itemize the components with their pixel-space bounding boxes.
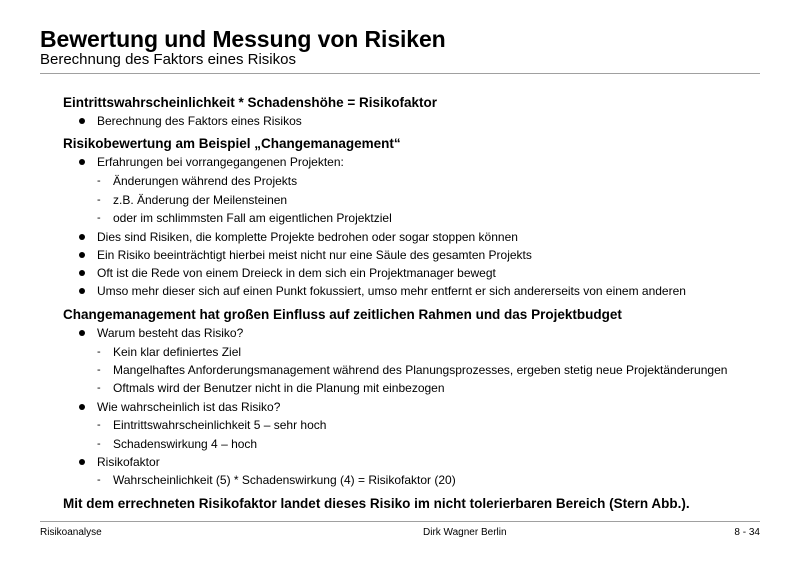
slide-subtitle: Berechnung des Faktors eines Risikos bbox=[40, 51, 296, 68]
heading-risk-formula: Eintrittswahrscheinlichkeit * Schadenshöhe = Risikofaktor bbox=[63, 95, 437, 110]
bullet-icon bbox=[79, 330, 85, 336]
bullet-item: Oft ist die Rede von einem Dreieck in dem sich ein Projektmanager bewegt bbox=[97, 266, 496, 280]
sub-item: Mangelhaftes Anforderungsmanagement während des Planungsprozesses, ergeben stetig neue Projektänderungen bbox=[113, 363, 728, 377]
header-divider bbox=[40, 73, 760, 74]
bullet-icon bbox=[79, 234, 85, 240]
bullet-icon bbox=[79, 270, 85, 276]
sub-item: Wahrscheinlichkeit (5) * Schadenswirkung (4) = Risikofaktor (20) bbox=[113, 473, 456, 487]
dash-icon: - bbox=[97, 474, 101, 486]
sub-item: Eintrittswahrscheinlichkeit 5 – sehr hoch bbox=[113, 418, 327, 432]
dash-icon: - bbox=[97, 194, 101, 206]
heading-risk-evaluation: Risikobewertung am Beispiel „Changemanagement“ bbox=[63, 136, 401, 151]
dash-icon: - bbox=[97, 364, 101, 376]
dash-icon: - bbox=[97, 382, 101, 394]
footer-center: Dirk Wagner Berlin bbox=[423, 527, 507, 538]
dash-icon: - bbox=[97, 346, 101, 358]
footer-right: 8 - 34 bbox=[734, 527, 760, 538]
bullet-item: Umso mehr dieser sich auf einen Punkt fokussiert, umso mehr entfernt er sich andererseits von einem anderen bbox=[97, 284, 686, 298]
sub-item: Kein klar definiertes Ziel bbox=[113, 345, 242, 359]
sub-item: Änderungen während des Projekts bbox=[113, 174, 298, 188]
bullet-icon bbox=[79, 252, 85, 258]
bullet-icon bbox=[79, 404, 85, 410]
footer-divider bbox=[40, 521, 760, 522]
bullet-icon bbox=[79, 459, 85, 465]
bullet-icon bbox=[79, 288, 85, 294]
bullet-item: Berechnung des Faktors eines Risikos bbox=[97, 114, 302, 128]
sub-item: z.B. Änderung der Meilensteinen bbox=[113, 193, 288, 207]
bullet-item: Erfahrungen bei vorrangegangenen Projekten: bbox=[97, 155, 344, 169]
sub-item: oder im schlimmsten Fall am eigentlichen Projektziel bbox=[113, 211, 392, 225]
bullet-item: Dies sind Risiken, die komplette Projekte bedrohen oder sogar stoppen können bbox=[97, 230, 518, 244]
heading-conclusion: Mit dem errechneten Risikofaktor landet dieses Risiko im nicht tolerierbaren Bereich (Stern Abb.). bbox=[63, 496, 690, 511]
bullet-item: Ein Risiko beeinträchtigt hierbei meist nicht nur eine Säule des gesamten Projekts bbox=[97, 248, 532, 262]
footer-left: Risikoanalyse bbox=[40, 527, 102, 538]
slide-title: Bewertung und Messung von Risiken bbox=[40, 26, 446, 52]
sub-item: Schadenswirkung 4 – hoch bbox=[113, 437, 258, 451]
bullet-icon bbox=[79, 118, 85, 124]
dash-icon: - bbox=[97, 438, 101, 450]
heading-change-management: Changemanagement hat großen Einfluss auf zeitlichen Rahmen und das Projektbudget bbox=[63, 307, 622, 322]
dash-icon: - bbox=[97, 419, 101, 431]
dash-icon: - bbox=[97, 212, 101, 224]
dash-icon: - bbox=[97, 175, 101, 187]
bullet-item: Warum besteht das Risiko? bbox=[97, 326, 244, 340]
bullet-icon bbox=[79, 159, 85, 165]
bullet-item: Risikofaktor bbox=[97, 455, 160, 469]
bullet-item: Wie wahrscheinlich ist das Risiko? bbox=[97, 400, 281, 414]
sub-item: Oftmals wird der Benutzer nicht in die Planung mit einbezogen bbox=[113, 381, 445, 395]
